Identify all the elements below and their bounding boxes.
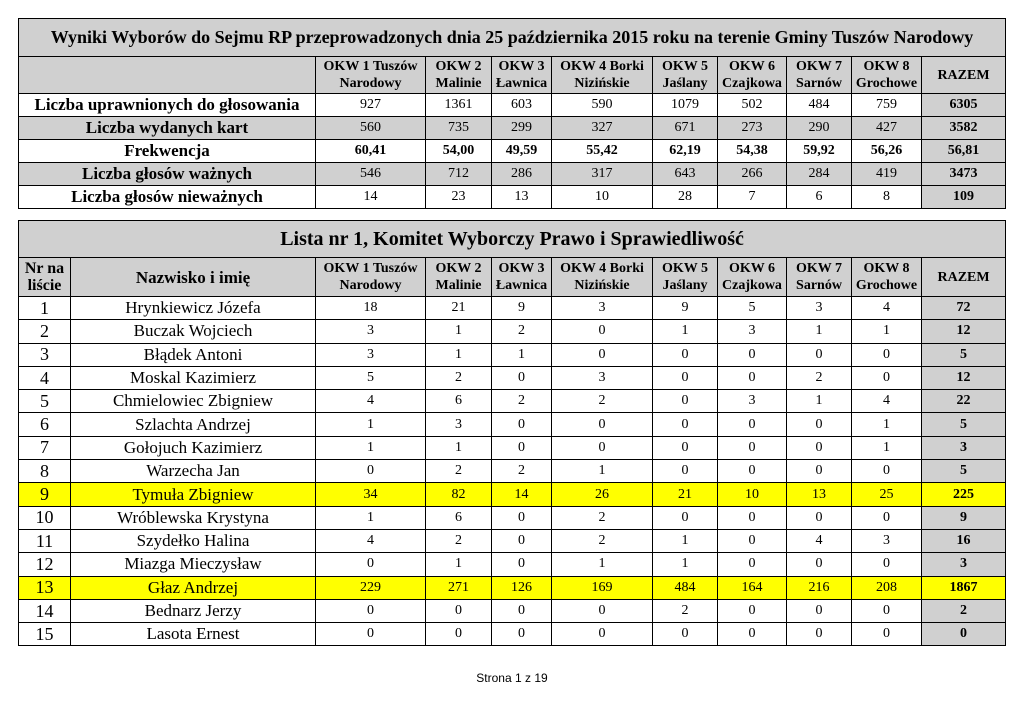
candidate-votes-cell: 9 bbox=[492, 297, 552, 320]
summary-row-label: Liczba głosów nieważnych bbox=[19, 186, 316, 209]
candidate-votes-cell: 82 bbox=[426, 483, 492, 506]
candidate-votes-cell: 0 bbox=[653, 623, 718, 646]
candidate-row bbox=[19, 436, 1006, 459]
candidate-votes-cell: 3 bbox=[718, 320, 787, 343]
candidate-votes-cell: 4 bbox=[316, 529, 426, 552]
summary-cell: 54,00 bbox=[426, 140, 492, 163]
summary-cell: 28 bbox=[653, 186, 718, 209]
candidate-votes-cell: 0 bbox=[718, 460, 787, 483]
list-title: Lista nr 1, Komitet Wyborczy Prawo i Sprawiedliwość bbox=[19, 221, 1006, 258]
candidate-name: Wróblewska Krystyna bbox=[71, 506, 316, 529]
candidate-votes-cell: 2 bbox=[426, 460, 492, 483]
candidate-votes-cell: 4 bbox=[852, 297, 922, 320]
candidate-votes-cell: 0 bbox=[552, 413, 653, 436]
summary-cell: 927 bbox=[316, 94, 426, 117]
candidate-total-cell: 5 bbox=[922, 460, 1006, 483]
candidate-votes-cell: 3 bbox=[426, 413, 492, 436]
summary-cell: 286 bbox=[492, 163, 552, 186]
candidate-votes-cell: 0 bbox=[316, 460, 426, 483]
candidate-votes-cell: 3 bbox=[316, 343, 426, 366]
candidate-votes-cell: 21 bbox=[426, 297, 492, 320]
candidate-votes-cell: 0 bbox=[426, 623, 492, 646]
column-header: OKW 4 Borki Nizińskie bbox=[552, 57, 653, 94]
candidate-votes-cell: 0 bbox=[316, 623, 426, 646]
candidate-votes-cell: 3 bbox=[852, 529, 922, 552]
candidate-number: 10 bbox=[19, 506, 71, 529]
candidate-number: 13 bbox=[19, 576, 71, 599]
candidate-number: 11 bbox=[19, 529, 71, 552]
candidate-votes-cell: 0 bbox=[316, 599, 426, 622]
candidate-votes-cell: 1 bbox=[426, 436, 492, 459]
candidate-votes-cell: 34 bbox=[316, 483, 426, 506]
candidate-votes-cell: 1 bbox=[653, 553, 718, 576]
candidate-votes-cell: 0 bbox=[653, 366, 718, 389]
candidate-votes-cell: 0 bbox=[852, 623, 922, 646]
summary-cell: 590 bbox=[552, 94, 653, 117]
candidate-row bbox=[19, 599, 1006, 622]
candidate-votes-cell: 0 bbox=[787, 436, 852, 459]
candidate-votes-cell: 1 bbox=[852, 320, 922, 343]
candidate-votes-cell: 0 bbox=[552, 623, 653, 646]
candidate-votes-cell: 1 bbox=[653, 320, 718, 343]
candidate-votes-cell: 1 bbox=[787, 320, 852, 343]
column-header: OKW 1 Tuszów Narodowy bbox=[316, 258, 426, 297]
candidate-votes-cell: 1 bbox=[787, 390, 852, 413]
summary-cell: 712 bbox=[426, 163, 492, 186]
candidate-votes-cell: 0 bbox=[718, 413, 787, 436]
candidate-row bbox=[19, 343, 1006, 366]
candidate-votes-cell: 9 bbox=[653, 297, 718, 320]
candidate-total-cell: 5 bbox=[922, 413, 1006, 436]
candidate-number: 15 bbox=[19, 623, 71, 646]
candidate-total-cell: 3 bbox=[922, 436, 1006, 459]
summary-cell: 735 bbox=[426, 117, 492, 140]
candidate-votes-cell: 2 bbox=[552, 390, 653, 413]
candidate-number: 5 bbox=[19, 390, 71, 413]
candidate-name: Moskal Kazimierz bbox=[71, 366, 316, 389]
candidate-votes-cell: 0 bbox=[718, 343, 787, 366]
candidate-number: 4 bbox=[19, 366, 71, 389]
column-header: OKW 7 Sarnów bbox=[787, 258, 852, 297]
summary-row bbox=[19, 117, 1006, 140]
candidate-row bbox=[19, 623, 1006, 646]
summary-cell: 23 bbox=[426, 186, 492, 209]
candidate-votes-cell: 0 bbox=[852, 506, 922, 529]
summary-header-blank bbox=[19, 57, 316, 94]
candidate-votes-cell: 0 bbox=[718, 436, 787, 459]
column-header: OKW 8 Grochowe bbox=[852, 258, 922, 297]
candidate-name: Lasota Ernest bbox=[71, 623, 316, 646]
candidate-total-cell: 225 bbox=[922, 483, 1006, 506]
summary-row bbox=[19, 140, 1006, 163]
candidate-votes-cell: 484 bbox=[653, 576, 718, 599]
summary-cell: 327 bbox=[552, 117, 653, 140]
candidate-votes-cell: 0 bbox=[552, 599, 653, 622]
column-header: OKW 1 Tuszów Narodowy bbox=[316, 57, 426, 94]
candidate-total-cell: 12 bbox=[922, 366, 1006, 389]
summary-total-cell: 56,81 bbox=[922, 140, 1006, 163]
candidate-votes-cell: 4 bbox=[852, 390, 922, 413]
candidate-name: Buczak Wojciech bbox=[71, 320, 316, 343]
candidate-votes-cell: 1 bbox=[852, 413, 922, 436]
candidate-votes-cell: 1 bbox=[316, 413, 426, 436]
candidate-votes-cell: 1 bbox=[426, 320, 492, 343]
candidate-votes-cell: 2 bbox=[552, 506, 653, 529]
summary-row-label: Liczba wydanych kart bbox=[19, 117, 316, 140]
candidate-total-cell: 72 bbox=[922, 297, 1006, 320]
candidate-votes-cell: 0 bbox=[852, 343, 922, 366]
candidate-votes-cell: 0 bbox=[852, 599, 922, 622]
summary-row-label: Frekwencja bbox=[19, 140, 316, 163]
candidate-name: Gołojuch Kazimierz bbox=[71, 436, 316, 459]
total-header: RAZEM bbox=[922, 258, 1006, 297]
summary-cell: 427 bbox=[852, 117, 922, 140]
candidate-votes-cell: 1 bbox=[316, 506, 426, 529]
candidate-name: Warzecha Jan bbox=[71, 460, 316, 483]
candidate-votes-cell: 2 bbox=[653, 599, 718, 622]
page-footer: Strona 1 z 19 bbox=[476, 671, 548, 685]
candidate-name: Bednarz Jerzy bbox=[71, 599, 316, 622]
candidate-votes-cell: 126 bbox=[492, 576, 552, 599]
candidate-name: Błądek Antoni bbox=[71, 343, 316, 366]
candidate-votes-cell: 0 bbox=[492, 413, 552, 436]
candidate-votes-cell: 0 bbox=[492, 623, 552, 646]
candidate-votes-cell: 0 bbox=[653, 413, 718, 436]
summary-cell: 1361 bbox=[426, 94, 492, 117]
candidate-votes-cell: 25 bbox=[852, 483, 922, 506]
candidate-total-cell: 3 bbox=[922, 553, 1006, 576]
candidate-row bbox=[19, 483, 1006, 506]
candidate-votes-cell: 6 bbox=[426, 390, 492, 413]
summary-cell: 603 bbox=[492, 94, 552, 117]
column-header: OKW 6 Czajkowa bbox=[718, 57, 787, 94]
candidate-votes-cell: 2 bbox=[492, 320, 552, 343]
summary-cell: 54,38 bbox=[718, 140, 787, 163]
summary-cell: 419 bbox=[852, 163, 922, 186]
column-header: OKW 5 Jaślany bbox=[653, 57, 718, 94]
candidate-votes-cell: 4 bbox=[787, 529, 852, 552]
summary-cell: 1079 bbox=[653, 94, 718, 117]
candidate-total-cell: 16 bbox=[922, 529, 1006, 552]
summary-cell: 299 bbox=[492, 117, 552, 140]
summary-cell: 502 bbox=[718, 94, 787, 117]
summary-table bbox=[18, 18, 1006, 209]
candidate-votes-cell: 0 bbox=[426, 599, 492, 622]
candidate-votes-cell: 0 bbox=[787, 553, 852, 576]
candidate-votes-cell: 13 bbox=[787, 483, 852, 506]
candidate-votes-cell: 0 bbox=[492, 529, 552, 552]
summary-cell: 13 bbox=[492, 186, 552, 209]
candidate-votes-cell: 3 bbox=[316, 320, 426, 343]
candidate-votes-cell: 0 bbox=[653, 460, 718, 483]
summary-cell: 284 bbox=[787, 163, 852, 186]
candidate-votes-cell: 1 bbox=[426, 343, 492, 366]
column-header: OKW 4 Borki Nizińskie bbox=[552, 258, 653, 297]
column-header: OKW 7 Sarnów bbox=[787, 57, 852, 94]
summary-cell: 759 bbox=[852, 94, 922, 117]
summary-cell: 60,41 bbox=[316, 140, 426, 163]
summary-cell: 560 bbox=[316, 117, 426, 140]
candidate-name: Miazga Mieczysław bbox=[71, 553, 316, 576]
candidate-votes-cell: 0 bbox=[492, 436, 552, 459]
candidate-votes-cell: 2 bbox=[787, 366, 852, 389]
candidate-total-cell: 1867 bbox=[922, 576, 1006, 599]
candidate-name: Hrynkiewicz Józefa bbox=[71, 297, 316, 320]
list-header-row bbox=[19, 258, 1006, 297]
total-header: RAZEM bbox=[922, 57, 1006, 94]
summary-cell: 55,42 bbox=[552, 140, 653, 163]
summary-cell: 643 bbox=[653, 163, 718, 186]
candidate-votes-cell: 2 bbox=[492, 460, 552, 483]
candidate-name: Szydełko Halina bbox=[71, 529, 316, 552]
candidate-votes-cell: 3 bbox=[787, 297, 852, 320]
candidate-votes-cell: 2 bbox=[552, 529, 653, 552]
candidate-votes-cell: 2 bbox=[426, 366, 492, 389]
summary-total-cell: 6305 bbox=[922, 94, 1006, 117]
candidate-votes-cell: 0 bbox=[787, 460, 852, 483]
summary-total-cell: 3582 bbox=[922, 117, 1006, 140]
candidate-votes-cell: 0 bbox=[492, 366, 552, 389]
candidate-votes-cell: 229 bbox=[316, 576, 426, 599]
summary-cell: 14 bbox=[316, 186, 426, 209]
summary-row-label: Liczba głosów ważnych bbox=[19, 163, 316, 186]
candidate-votes-cell: 0 bbox=[653, 436, 718, 459]
name-header: Nazwisko i imię bbox=[71, 258, 316, 297]
candidate-votes-cell: 0 bbox=[787, 623, 852, 646]
summary-total-cell: 3473 bbox=[922, 163, 1006, 186]
candidate-row bbox=[19, 460, 1006, 483]
candidate-number: 3 bbox=[19, 343, 71, 366]
candidate-votes-cell: 0 bbox=[718, 529, 787, 552]
candidate-row bbox=[19, 506, 1006, 529]
candidate-votes-cell: 1 bbox=[552, 553, 653, 576]
summary-cell: 10 bbox=[552, 186, 653, 209]
candidate-votes-cell: 18 bbox=[316, 297, 426, 320]
candidate-votes-cell: 0 bbox=[492, 553, 552, 576]
summary-row-label: Liczba uprawnionych do głosowania bbox=[19, 94, 316, 117]
summary-header-row bbox=[19, 57, 1006, 94]
summary-cell: 49,59 bbox=[492, 140, 552, 163]
candidate-votes-cell: 6 bbox=[426, 506, 492, 529]
summary-row bbox=[19, 163, 1006, 186]
candidate-number: 2 bbox=[19, 320, 71, 343]
candidate-votes-cell: 0 bbox=[852, 366, 922, 389]
summary-total-cell: 109 bbox=[922, 186, 1006, 209]
summary-cell: 317 bbox=[552, 163, 653, 186]
candidate-row bbox=[19, 297, 1006, 320]
candidate-number: 8 bbox=[19, 460, 71, 483]
candidate-votes-cell: 0 bbox=[852, 553, 922, 576]
candidate-total-cell: 2 bbox=[922, 599, 1006, 622]
candidate-votes-cell: 0 bbox=[552, 320, 653, 343]
column-header: OKW 3 Ławnica bbox=[492, 258, 552, 297]
candidate-votes-cell: 216 bbox=[787, 576, 852, 599]
candidate-votes-cell: 1 bbox=[492, 343, 552, 366]
candidate-votes-cell: 0 bbox=[492, 506, 552, 529]
candidate-votes-cell: 0 bbox=[653, 506, 718, 529]
column-header: OKW 3 Ławnica bbox=[492, 57, 552, 94]
candidate-votes-cell: 0 bbox=[852, 460, 922, 483]
summary-cell: 266 bbox=[718, 163, 787, 186]
candidate-name: Głaz Andrzej bbox=[71, 576, 316, 599]
column-header: OKW 8 Grochowe bbox=[852, 57, 922, 94]
summary-cell: 62,19 bbox=[653, 140, 718, 163]
candidate-number: 6 bbox=[19, 413, 71, 436]
candidate-total-cell: 5 bbox=[922, 343, 1006, 366]
summary-cell: 290 bbox=[787, 117, 852, 140]
summary-cell: 273 bbox=[718, 117, 787, 140]
candidate-number: 12 bbox=[19, 553, 71, 576]
candidate-votes-cell: 5 bbox=[718, 297, 787, 320]
candidate-votes-cell: 1 bbox=[316, 436, 426, 459]
candidate-row bbox=[19, 366, 1006, 389]
candidate-number: 14 bbox=[19, 599, 71, 622]
summary-row bbox=[19, 186, 1006, 209]
candidate-votes-cell: 3 bbox=[552, 297, 653, 320]
candidate-votes-cell: 2 bbox=[426, 529, 492, 552]
candidate-number: 9 bbox=[19, 483, 71, 506]
candidate-total-cell: 9 bbox=[922, 506, 1006, 529]
candidate-row bbox=[19, 413, 1006, 436]
candidate-votes-cell: 1 bbox=[852, 436, 922, 459]
candidate-votes-cell: 0 bbox=[653, 390, 718, 413]
summary-cell: 6 bbox=[787, 186, 852, 209]
candidate-votes-cell: 0 bbox=[718, 553, 787, 576]
candidate-total-cell: 22 bbox=[922, 390, 1006, 413]
candidate-votes-cell: 0 bbox=[316, 553, 426, 576]
summary-cell: 484 bbox=[787, 94, 852, 117]
candidate-row bbox=[19, 390, 1006, 413]
candidate-votes-cell: 4 bbox=[316, 390, 426, 413]
summary-cell: 546 bbox=[316, 163, 426, 186]
summary-cell: 8 bbox=[852, 186, 922, 209]
summary-cell: 56,26 bbox=[852, 140, 922, 163]
candidate-votes-cell: 1 bbox=[426, 553, 492, 576]
candidate-votes-cell: 0 bbox=[787, 343, 852, 366]
candidate-votes-cell: 169 bbox=[552, 576, 653, 599]
nr-header: Nr na liście bbox=[19, 258, 71, 297]
candidate-votes-cell: 1 bbox=[653, 529, 718, 552]
summary-cell: 7 bbox=[718, 186, 787, 209]
candidate-votes-cell: 0 bbox=[552, 436, 653, 459]
candidate-number: 1 bbox=[19, 297, 71, 320]
column-header: OKW 2 Malinie bbox=[426, 258, 492, 297]
candidate-votes-cell: 164 bbox=[718, 576, 787, 599]
candidate-votes-cell: 1 bbox=[552, 460, 653, 483]
candidate-name: Tymuła Zbigniew bbox=[71, 483, 316, 506]
candidate-row bbox=[19, 576, 1006, 599]
column-header: OKW 2 Malinie bbox=[426, 57, 492, 94]
summary-cell: 671 bbox=[653, 117, 718, 140]
summary-row bbox=[19, 94, 1006, 117]
candidate-votes-cell: 0 bbox=[653, 343, 718, 366]
candidate-votes-cell: 3 bbox=[718, 390, 787, 413]
candidate-name: Szlachta Andrzej bbox=[71, 413, 316, 436]
candidate-votes-cell: 0 bbox=[552, 343, 653, 366]
candidate-votes-cell: 0 bbox=[492, 599, 552, 622]
candidate-votes-cell: 0 bbox=[787, 506, 852, 529]
candidate-votes-cell: 0 bbox=[718, 599, 787, 622]
candidate-row bbox=[19, 320, 1006, 343]
summary-cell: 59,92 bbox=[787, 140, 852, 163]
column-header: OKW 5 Jaślany bbox=[653, 258, 718, 297]
candidate-votes-cell: 271 bbox=[426, 576, 492, 599]
candidate-votes-cell: 14 bbox=[492, 483, 552, 506]
candidate-votes-cell: 2 bbox=[492, 390, 552, 413]
candidate-total-cell: 12 bbox=[922, 320, 1006, 343]
summary-title: Wyniki Wyborów do Sejmu RP przeprowadzonych dnia 25 października 2015 roku na terenie Gminy Tuszów Narodowy bbox=[19, 19, 1006, 57]
candidate-name: Chmielowiec Zbigniew bbox=[71, 390, 316, 413]
candidate-votes-cell: 26 bbox=[552, 483, 653, 506]
candidate-votes-cell: 208 bbox=[852, 576, 922, 599]
candidate-number: 7 bbox=[19, 436, 71, 459]
candidate-votes-cell: 5 bbox=[316, 366, 426, 389]
candidate-votes-cell: 21 bbox=[653, 483, 718, 506]
candidate-votes-cell: 0 bbox=[718, 366, 787, 389]
candidate-votes-cell: 0 bbox=[787, 599, 852, 622]
candidate-votes-cell: 0 bbox=[718, 623, 787, 646]
candidate-row bbox=[19, 553, 1006, 576]
candidate-total-cell: 0 bbox=[922, 623, 1006, 646]
candidate-votes-cell: 10 bbox=[718, 483, 787, 506]
candidate-votes-cell: 0 bbox=[787, 413, 852, 436]
column-header: OKW 6 Czajkowa bbox=[718, 258, 787, 297]
candidate-votes-cell: 3 bbox=[552, 366, 653, 389]
candidate-row bbox=[19, 529, 1006, 552]
candidates-table bbox=[18, 220, 1006, 646]
candidate-votes-cell: 0 bbox=[718, 506, 787, 529]
